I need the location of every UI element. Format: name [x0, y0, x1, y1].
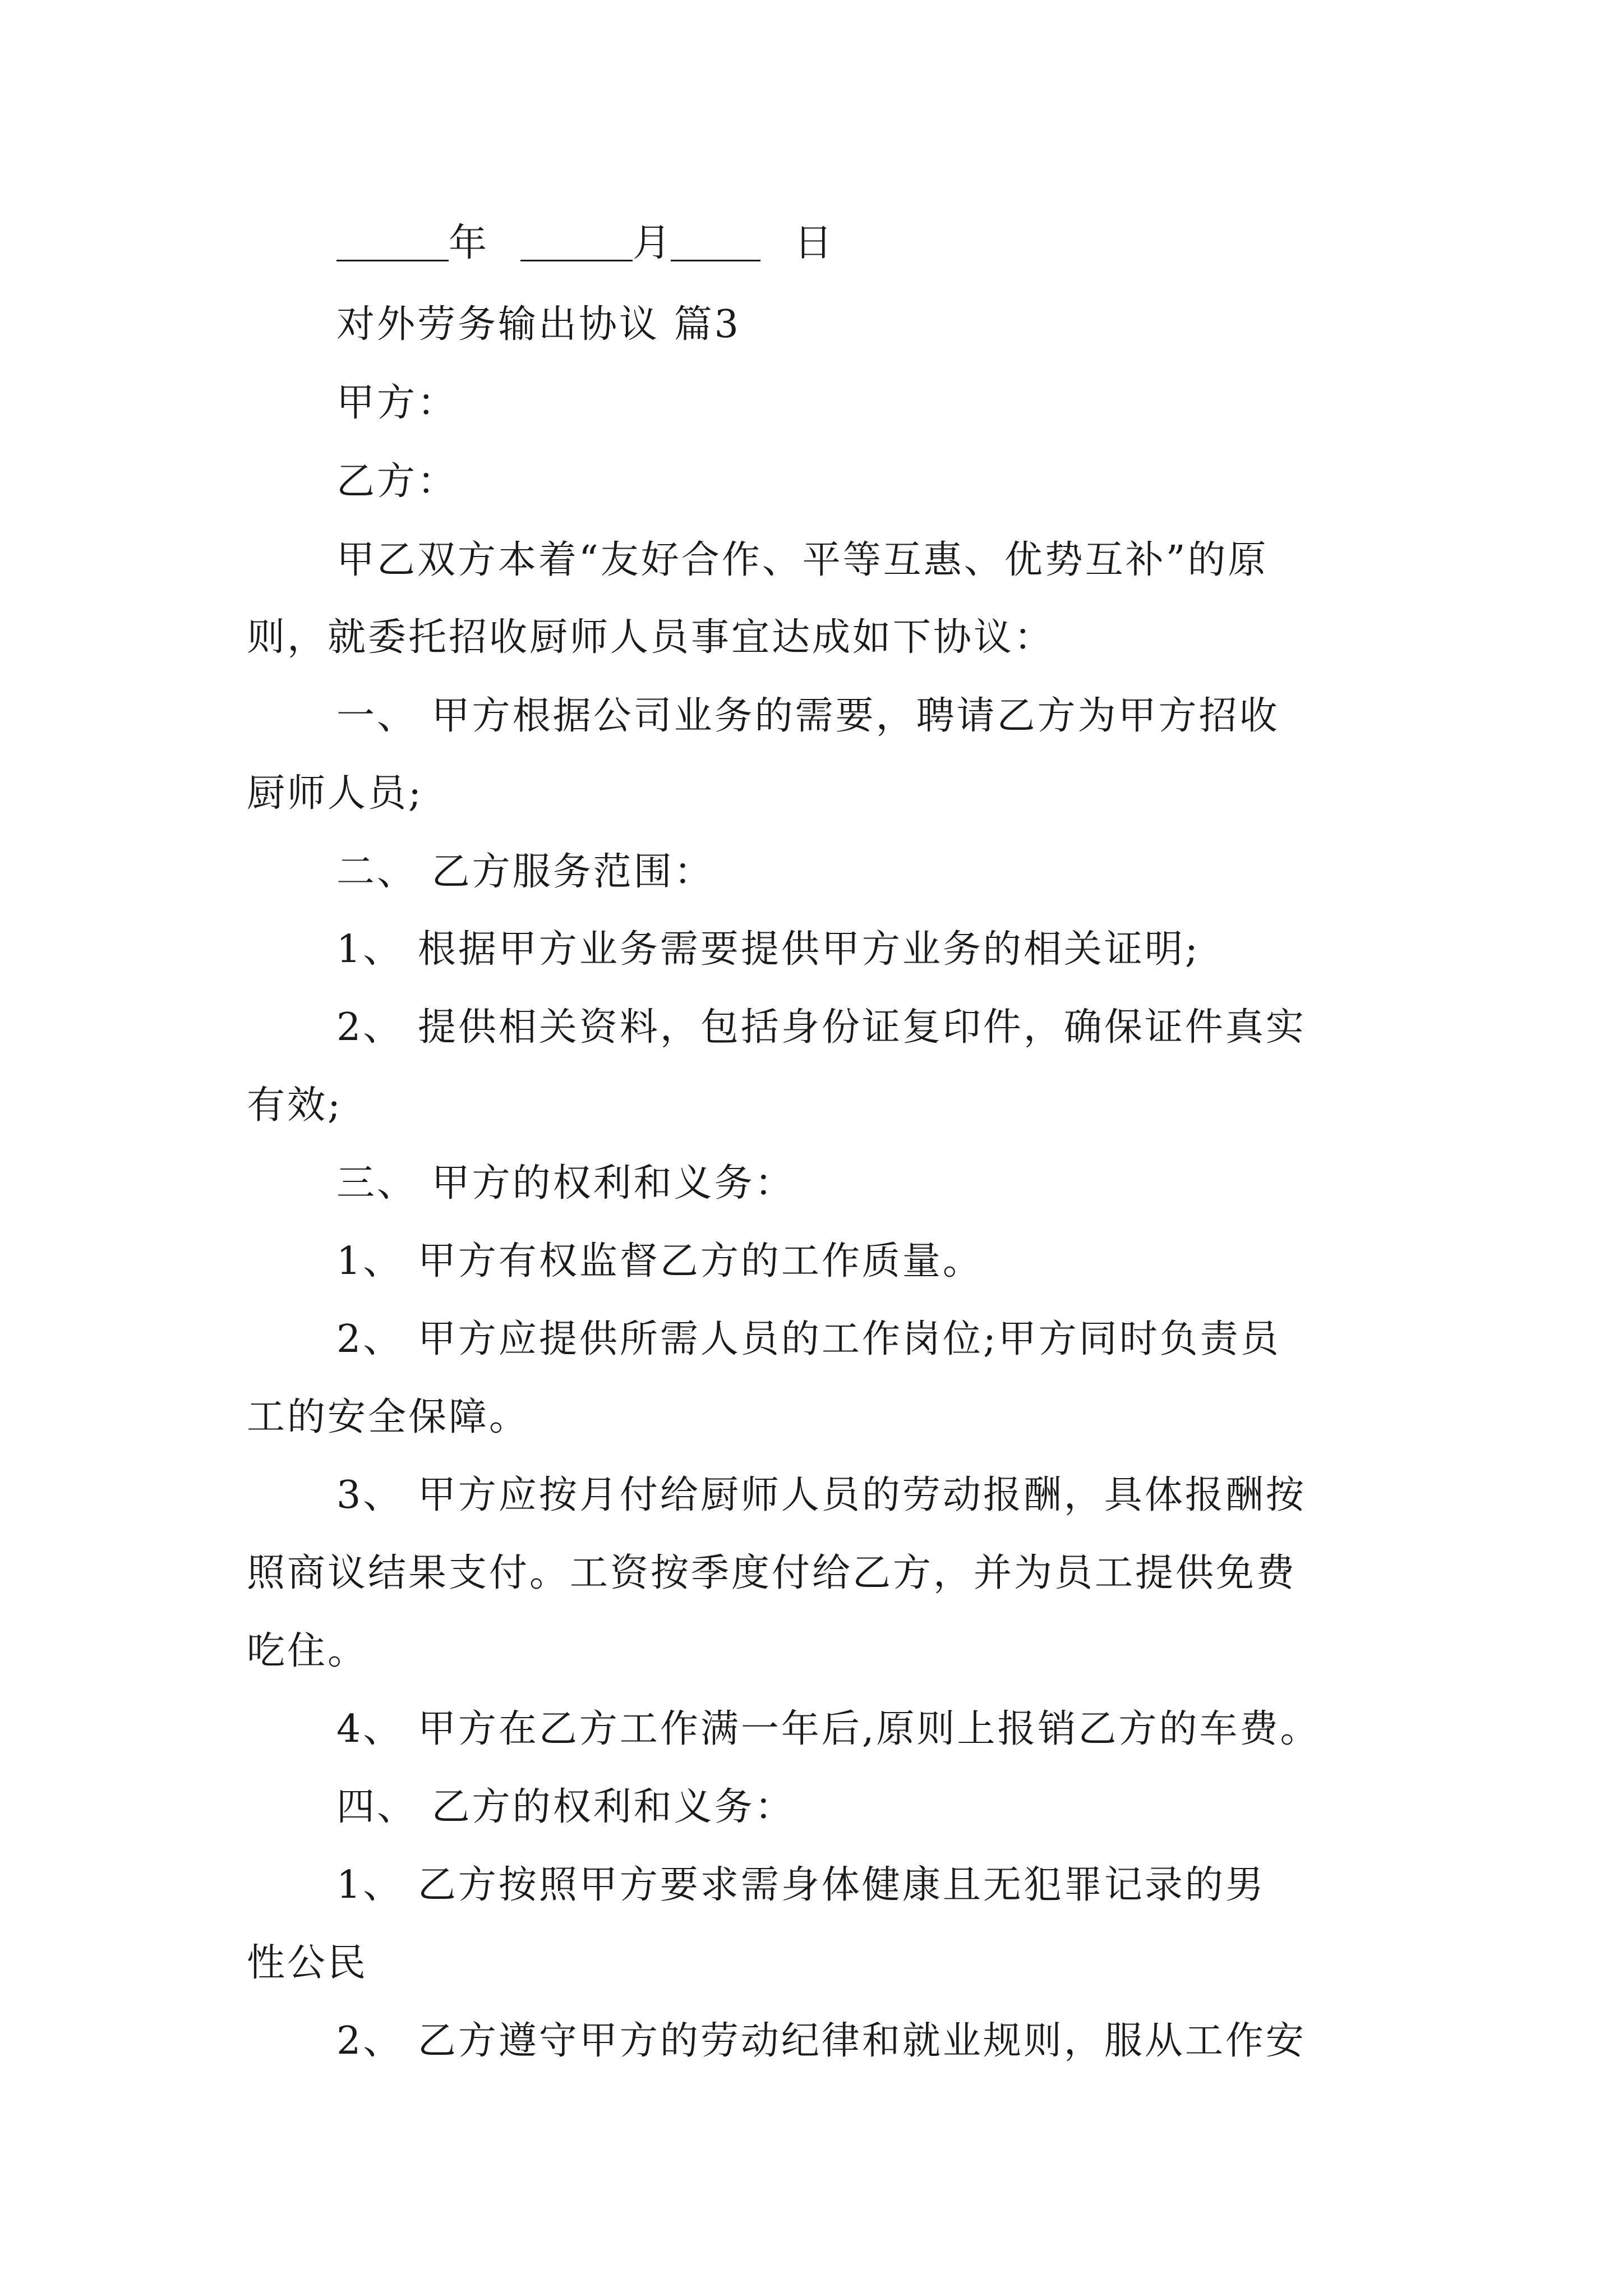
paragraph-line: 3、 甲方应按月付给厨师人员的劳动报酬，具体报酬按 [336, 1473, 1306, 1517]
paragraph-line: 2、 提供相关资料，包括身份证复印件，确保证件真实 [336, 1005, 1306, 1050]
paragraph-line: 有效; [247, 1083, 343, 1128]
document-title: 对外劳务输出协议 篇3 [336, 302, 741, 347]
paragraph-line: 吃住。 [247, 1629, 368, 1673]
paragraph-line: 4、 甲方在乙方工作满一年后,原则上报销乙方的车费。 [336, 1707, 1321, 1751]
paragraph-line: 一、 甲方根据公司业务的需要，聘请乙方为甲方招收 [336, 694, 1280, 738]
month-label: 月 [633, 221, 671, 265]
paragraph-line: 1、 乙方按照甲方要求需身体健康且无犯罪记录的男 [336, 1863, 1266, 1907]
paragraph-line: 照商议结果支付。工资按季度付给乙方，并为员工提供免费 [247, 1551, 1297, 1595]
day-blank [671, 226, 760, 261]
paragraph-line: 工的安全保障。 [247, 1395, 530, 1439]
year-blank [336, 226, 449, 261]
day-label: 日 [794, 221, 833, 265]
section-heading: 四、 乙方的权利和义务： [336, 1785, 795, 1829]
party-b-line: 乙方： [336, 459, 458, 504]
paragraph-line: 性公民 [247, 1941, 368, 1985]
paragraph-line: 则，就委托招收厨师人员事宜达成如下协议： [247, 615, 1055, 660]
paragraph-line: 1、 甲方有权监督乙方的工作质量。 [336, 1239, 983, 1283]
date-line [336, 221, 833, 265]
month-blank [520, 226, 633, 261]
paragraph-line: 厨师人员; [247, 771, 423, 816]
party-a-line: 甲方： [336, 381, 458, 425]
section-heading: 三、 甲方的权利和义务： [336, 1161, 795, 1205]
paragraph-line: 1、 根据甲方业务需要提供甲方业务的相关证明; [336, 927, 1200, 972]
paragraph-line: 2、 乙方遵守甲方的劳动纪律和就业规则，服从工作安 [336, 2019, 1306, 2063]
section-heading: 二、 乙方服务范围： [336, 850, 714, 894]
paragraph-line: 甲乙双方本着“友好合作、平等互惠、优势互补”的原 [336, 538, 1269, 582]
year-label: 年 [449, 221, 487, 265]
paragraph-line: 2、 甲方应提供所需人员的工作岗位;甲方同时负责员 [336, 1317, 1281, 1361]
